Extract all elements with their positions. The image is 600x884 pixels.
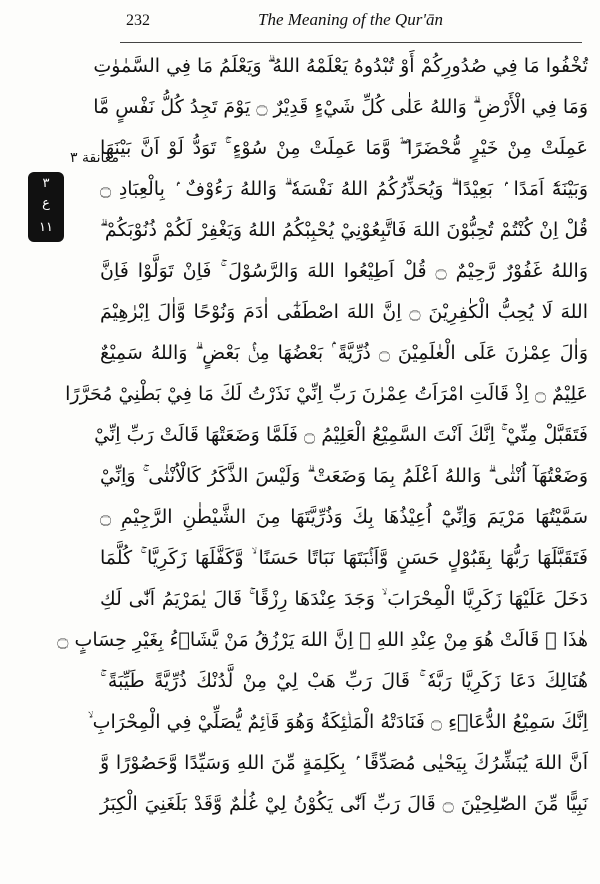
running-title: The Meaning of the Qur'ān xyxy=(258,10,443,29)
text-line: وَاللهُ غَفُوْرٌ رَّحِيْمٌ ۝ قُلْ اَطِيْعُوا اللهَ وَالرَّسُوْلَ ۚ فَاِنْ تَوَلَّوْا فَاِنَّ xyxy=(100,260,588,282)
text-line: تُخْفُوا مَا فِي صُدُورِكُمْ أَوْ تُبْدُوهُ يَعْلَمْهُ اللهُ ۗ وَيَعْلَمُ مَا فِي السَّمٰوٰتِ xyxy=(93,55,588,77)
ruku-marker xyxy=(28,172,64,242)
text-line: وَمَا فِي الْأَرْضِ ۗ وَاللهُ عَلٰى كُلِّ شَيْءٍ قَدِيْرٌ ۝ يَوْمَ تَجِدُ كُلُّ نَفْسٍ مَّا xyxy=(93,96,588,118)
text-line: وَاٰلَ عِمْرٰنَ عَلَى الْعٰلَمِيْنَ ۝ ذُرِّيَّةً ۢ بَعْضُهَا مِنْۢ بَعْضٍ ۗ وَاللهُ سَمِيْعٌ xyxy=(100,342,588,364)
text-line: وَضَعْتُهَآ اُنْثٰى ۗ وَاللهُ اَعْلَمُ بِمَا وَضَعَتْ ۗ وَلَيْسَ الذَّكَرُ كَالْاُنْثٰى ۚ وَاِنِّيْ xyxy=(100,465,588,487)
text-line: عَمِلَتْ مِنْ خَيْرٍ مُّحْضَرًا ۖۛ وَّمَا عَمِلَتْ مِنْ سُوْءٍ ۚۛ تَوَدُّ لَوْ اَنَّ بَيْنَهَا xyxy=(100,137,588,159)
text-line: فَتَقَبَّلَهَا رَبُّهَا بِقَبُوْلٍ حَسَنٍ وَّاَنْۢبَتَهَا نَبَاتًا حَسَنًا ۙ وَّكَفَّلَهَا زَكَرِيَّا ۚ كُلَّمَا xyxy=(100,547,588,569)
text-line: فَتَقَبَّلْ مِنِّيْ ۚ اِنَّكَ اَنْتَ السَّمِيْعُ الْعَلِيْمُ ۝ فَلَمَّا وَضَعَتْهَا قَالَتْ رَبِّ اِنِّيْ xyxy=(94,424,588,446)
ruku-number-bottom: ١١ xyxy=(39,220,53,235)
page-header xyxy=(0,4,600,38)
text-line: هُنَالِكَ دَعَا زَكَرِيَّا رَبَّهٗ ۚ قَالَ رَبِّ هَبْ لِيْ مِنْ لَّدُنْكَ ذُرِّيَّةً طَيِّبَةً ۚ xyxy=(100,670,588,692)
text-line: اِنَّكَ سَمِيْعُ الدُّعَاۤءِ ۝ فَنَادَتْهُ الْمَلٰۤئِكَةُ وَهُوَ قَاۤئِمٌ يُّصَلِّيْ فِي الْمِحْرَابِ ۙ xyxy=(87,711,588,733)
ruku-letter: ع xyxy=(42,196,50,211)
header-rule xyxy=(120,42,582,43)
text-line: اللهَ لَا يُحِبُّ الْكٰفِرِيْنَ ۝ اِنَّ اللهَ اصْطَفٰٓى اٰدَمَ وَنُوْحًا وَّاٰلَ اِبْرٰهِيْمَ xyxy=(100,301,588,323)
text-line: سَمَّيْتُهَا مَرْيَمَ وَاِنِّيْٓ اُعِيْذُهَا بِكَ وَذُرِّيَّتَهَا مِنَ الشَّيْطٰنِ الرَّجِيْمِ ۝ xyxy=(100,506,588,528)
text-line: وَبَيْنَهٗٓ اَمَدًا ۢ بَعِيْدًا ۗ وَيُحَذِّرُكُمُ اللهُ نَفْسَهٗ ۗ وَاللهُ رَءُوْفٌ ۢ بِالْعِبَادِ ۝ xyxy=(100,178,588,200)
margin-note: معانقة ٣ xyxy=(70,150,119,166)
text-line: عَلِيْمٌ ۝ اِذْ قَالَتِ امْرَاَتُ عِمْرٰنَ رَبِّ اِنِّيْ نَذَرْتُ لَكَ مَا فِيْ بَطْنِيْ مُحَرَّرًا xyxy=(65,383,588,405)
text-line: نَبِيًّا مِّنَ الصّٰلِحِيْنَ ۝ قَالَ رَبِّ اَنّٰى يَكُوْنُ لِيْ غُلٰمٌ وَّقَدْ بَلَغَنِيَ الْكِبَرُ xyxy=(100,793,588,815)
text-line: هٰذَا ۗ قَالَتْ هُوَ مِنْ عِنْدِ اللهِ ۗ اِنَّ اللهَ يَرْزُقُ مَنْ يَّشَاۤءُ بِغَيْرِ حِسَابٍ ۝ xyxy=(57,629,588,651)
text-line: قُلْ اِنْ كُنْتُمْ تُحِبُّوْنَ اللهَ فَاتَّبِعُوْنِيْ يُحْبِبْكُمُ اللهُ وَيَغْفِرْ لَكُمْ ذُنُوْبَكُمْ ۗ xyxy=(100,219,588,241)
page-number: 232 xyxy=(126,12,150,29)
ruku-number-top: ٣ xyxy=(42,176,50,191)
text-line: اَنَّ اللهَ يُبَشِّرُكَ بِيَحْيٰى مُصَدِّقًا ۢ بِكَلِمَةٍ مِّنَ اللهِ وَسَيِّدًا وَّحَصُوْرًا وَّ xyxy=(100,752,588,774)
text-line: دَخَلَ عَلَيْهَا زَكَرِيَّا الْمِحْرَابَ ۙ وَجَدَ عِنْدَهَا رِزْقًا ۚ قَالَ يٰمَرْيَمُ اَنّٰى لَكِ xyxy=(100,588,588,610)
